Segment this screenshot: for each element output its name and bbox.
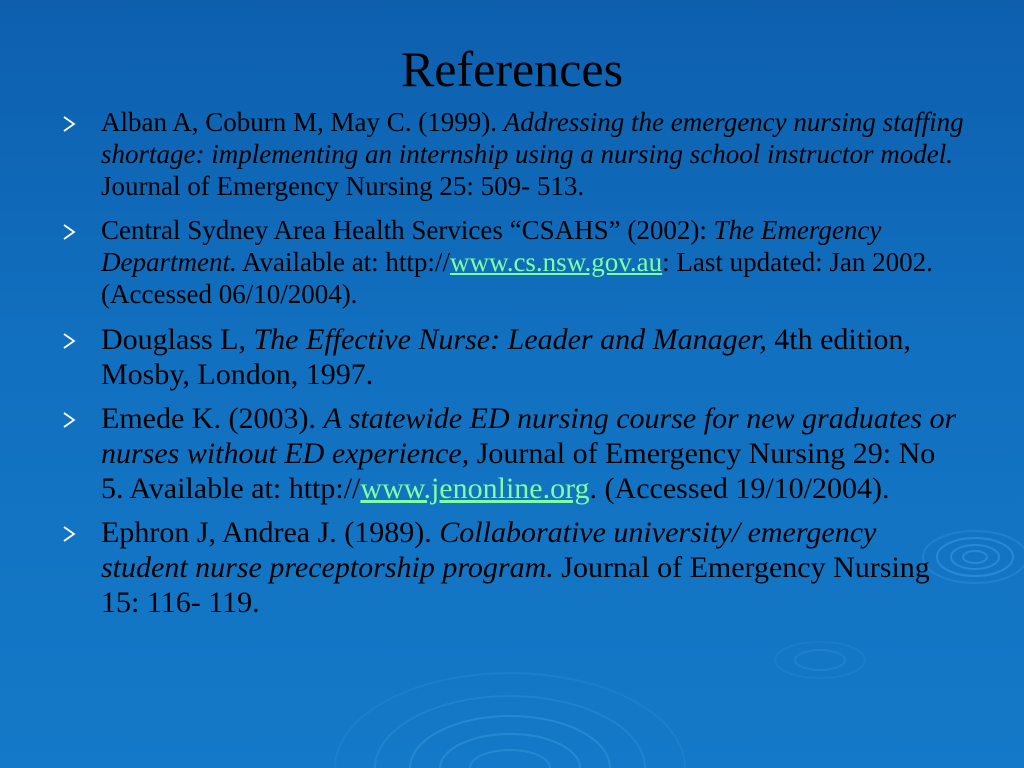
reference-authors: Ephron J, Andrea J. (1989). bbox=[101, 516, 440, 549]
reference-link[interactable]: www.cs.nsw.gov.au bbox=[449, 247, 663, 277]
reference-details: : Last updated: Jan 2002. (Accessed 06/10/2004). bbox=[101, 247, 933, 309]
arrow-bullet-icon bbox=[60, 223, 78, 241]
reference-item bbox=[60, 515, 965, 620]
reference-item bbox=[60, 106, 965, 202]
arrow-bullet-icon bbox=[60, 115, 78, 133]
reference-authors: Central Sydney Area Health Services “CSAHS” (2002): bbox=[101, 215, 714, 245]
slide-title: References bbox=[400, 41, 624, 97]
reference-title: Addressing the emergency nursing staffing shortage: implementing an internship using a nursing school instructor model. bbox=[101, 107, 964, 169]
reference-item bbox=[60, 214, 965, 310]
reference-authors: Douglass L, bbox=[101, 323, 254, 356]
arrow-bullet-icon bbox=[60, 411, 78, 429]
reference-details: . (Accessed 19/10/2004). bbox=[589, 472, 890, 505]
reference-details: Available at: http:// bbox=[236, 247, 450, 277]
references-list bbox=[60, 106, 965, 629]
arrow-bullet-icon bbox=[60, 332, 78, 350]
reference-title: Collaborative university/ emergency student nurse preceptorship program. bbox=[101, 516, 877, 584]
reference-details: Journal of Emergency Nursing 25: 509- 513. bbox=[101, 171, 585, 201]
arrow-bullet-icon bbox=[60, 525, 78, 543]
reference-title: A statewide ED nursing course for new graduates or nurses without ED experience, bbox=[101, 402, 957, 470]
reference-title: The Effective Nurse: Leader and Manager, bbox=[253, 323, 767, 356]
reference-title: The Emergency Department. bbox=[101, 215, 882, 277]
reference-details: Journal of Emergency Nursing 29: No 5. Available at: http:// bbox=[101, 437, 936, 505]
reference-item bbox=[60, 401, 965, 506]
reference-authors: Alban A, Coburn M, May C. (1999). bbox=[101, 107, 504, 137]
reference-link[interactable]: www.jenonline.org bbox=[360, 472, 590, 505]
reference-details: 4th edition, Mosby, London, 1997. bbox=[101, 323, 911, 391]
reference-item bbox=[60, 322, 965, 392]
reference-details: Journal of Emergency Nursing 15: 116- 119. bbox=[101, 551, 930, 619]
reference-authors: Emede K. (2003). bbox=[101, 402, 324, 435]
